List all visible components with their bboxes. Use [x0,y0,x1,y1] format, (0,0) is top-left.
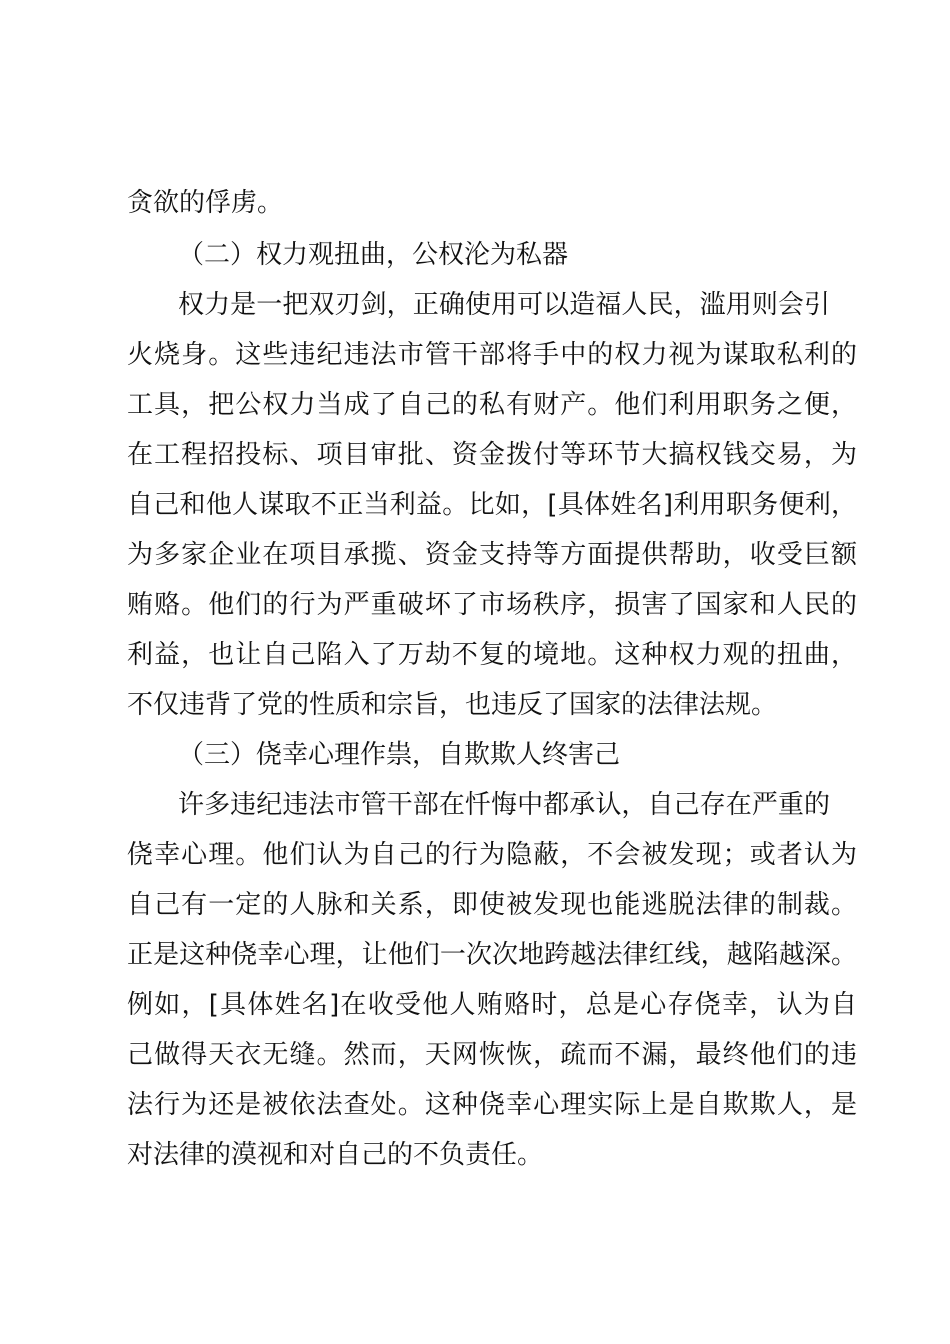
text-line: 工具，把公权力当成了自己的私有财产。他们利用职务之便， [127,390,857,420]
text-line: 在工程招投标、项目审批、资金拨付等环节大搞权钱交易，为 [127,440,857,470]
text-line: 侥幸心理。他们认为自己的行为隐蔽，不会被发现；或者认为 [127,840,857,870]
section-heading-2: （二）权力观扭曲，公权沦为私器 [178,240,569,270]
text-line: 对法律的漠视和对自己的不负责任。 [127,1140,544,1170]
text-line: 为多家企业在项目承揽、资金支持等方面提供帮助，收受巨额 [127,540,857,570]
text-line: 自己和他人谋取不正当利益。比如，[具体姓名]利用职务便利， [127,490,857,520]
text-line: 例如，[具体姓名]在收受他人贿赂时，总是心存侥幸，认为自 [127,990,857,1020]
text-line: 不仅违背了党的性质和宗旨，也违反了国家的法律法规。 [127,690,778,720]
text-line: 利益，也让自己陷入了万劫不复的境地。这种权力观的扭曲， [127,640,857,670]
section-heading-3: （三）侥幸心理作祟，自欺欺人终害己 [178,740,621,770]
text-line: 正是这种侥幸心理，让他们一次次地跨越法律红线，越陷越深。 [127,940,857,970]
text-line: 法行为还是被依法查处。这种侥幸心理实际上是自欺欺人，是 [127,1090,857,1120]
text-line: 火烧身。这些违纪违法市管干部将手中的权力视为谋取私利的 [127,340,857,370]
text-line: 权力是一把双刃剑，正确使用可以造福人民，滥用则会引 [178,290,830,320]
text-line: 贿赂。他们的行为严重破坏了市场秩序，损害了国家和人民的 [127,590,857,620]
text-line: 许多违纪违法市管干部在忏悔中都承认，自己存在严重的 [178,790,830,820]
text-line: 贪欲的俘虏。 [127,188,284,218]
text-line: 己做得天衣无缝。然而，天网恢恢，疏而不漏，最终他们的违 [127,1040,857,1070]
text-line: 自己有一定的人脉和关系，即使被发现也能逃脱法律的制裁。 [127,890,857,920]
